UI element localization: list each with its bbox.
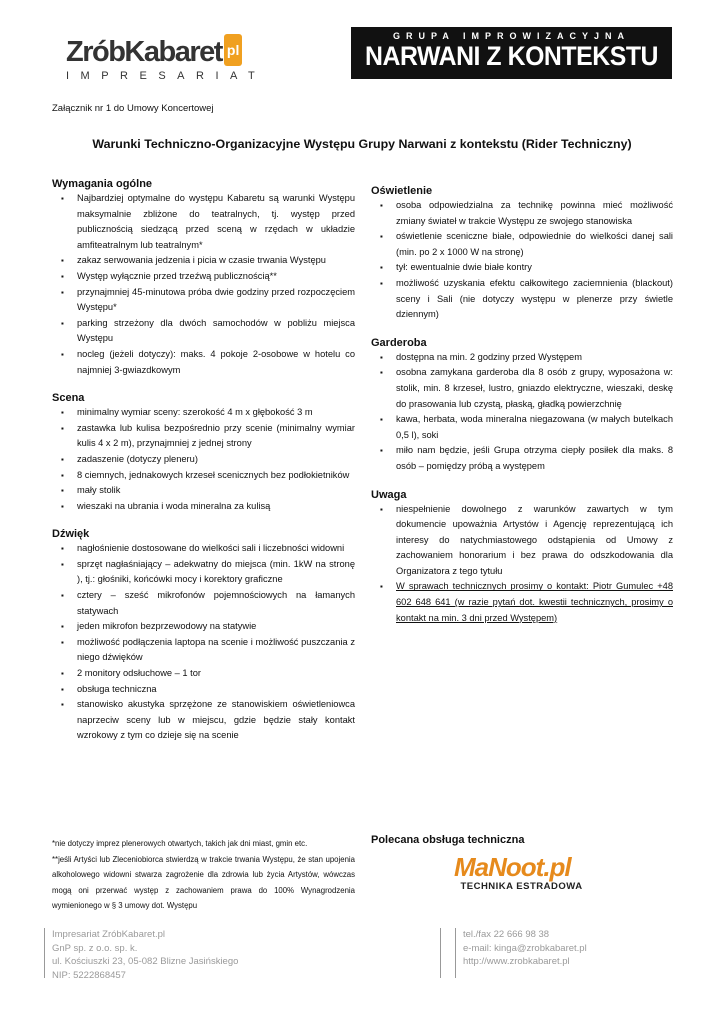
list-item: ▪ jeden mikrofon bezprzewodowy na statywie xyxy=(77,619,355,635)
annex-label: Załącznik nr 1 do Umowy Koncertowej xyxy=(52,103,214,114)
right-column xyxy=(371,184,673,639)
manoot-logo-word: MaNoot.pl xyxy=(454,852,571,882)
list-item: ▪ dostępna na min. 2 godziny przed Występem xyxy=(396,350,673,366)
list-item: ▪ 8 ciemnych, jednakowych krzeseł scenicznych bez podłokietników xyxy=(77,468,355,484)
list-item: ▪ stanowisko akustyka sprzężone ze stanowiskiem oświetleniowca naprzeciw sceny lub w miejscu, gdzie będzie stały kontakt wzrokowy z tym co dzieje się na scenie xyxy=(77,697,355,744)
list-item: ▪ zakaz serwowania jedzenia i picia w czasie trwania Występu xyxy=(77,253,355,269)
narwani-logo-main: NARWANI Z KONTEKSTU xyxy=(364,41,659,71)
footer-line: ul. Kościuszki 23, 05-082 Blizne Jasińskiego xyxy=(52,956,239,967)
list-item: ▪ osoba odpowiedzialna za technikę powinna mieć możliwość zmiany świateł w trakcie Występu ze swojego stanowiska xyxy=(396,198,673,229)
section-general xyxy=(52,177,355,378)
section-heading: Uwaga xyxy=(371,488,407,501)
list-item: ▪ Najbardziej optymalne do występu Kabaretu są warunki Występu maksymalnie zbliżone do teatralnych, tj. występ przed publicznością siedzącą przed sceną w rzędach w układzie amfiteatralnym lub teatralnym* xyxy=(77,191,355,253)
list-item: ▪ Występ wyłącznie przed trzeźwą publicznością** xyxy=(77,269,355,285)
section-wardrobe xyxy=(371,336,673,475)
section-note xyxy=(371,488,673,627)
footer-divider xyxy=(44,928,45,978)
bullet-list xyxy=(371,502,673,627)
manoot-logo xyxy=(454,853,589,897)
section-heading: Oświetlenie xyxy=(371,185,433,197)
footnote: *nie dotyczy imprez plenerowych otwartych, takich jak dni miast, gmin etc. xyxy=(52,839,308,848)
section-heading: Dźwięk xyxy=(52,528,90,541)
list-item: ▪ miło nam będzie, jeśli Grupa otrzyma ciepły posiłek dla maks. 8 osób – pomiędzy próbą a występem xyxy=(396,443,673,474)
footnotes xyxy=(52,836,355,914)
footer-email[interactable]: e-mail: kinga@zrobkabaret.pl xyxy=(463,942,587,954)
list-item: ▪ kawa, herbata, woda mineralna niegazowana (w małych butelkach 0,5 l), soki xyxy=(396,412,673,443)
list-item: ▪ 2 monitory odsłuchowe – 1 tor xyxy=(77,666,355,682)
recommended-heading: Polecana obsługa techniczna xyxy=(371,834,525,846)
section-heading: Garderoba xyxy=(371,336,427,349)
list-item: ▪ zastawka lub kulisa bezpośrednio przy scenie (minimalny wymiar kulis 4 x 2 m), przynajmniej z jednej strony xyxy=(77,421,355,452)
footer-phone: tel./fax 22 666 98 38 xyxy=(463,929,550,940)
bullet-list xyxy=(371,350,673,475)
list-item: ▪ możliwość uzyskania efektu całkowitego zaciemnienia (blackout) sceny i Sali (nie dotyczy występu w plenerze przy świetle dziennym) xyxy=(396,276,673,323)
section-stage xyxy=(52,391,355,514)
list-item: ▪ zadaszenie (dotyczy pleneru) xyxy=(77,452,355,468)
list-item: ▪ obsługa techniczna xyxy=(77,682,355,698)
bullet-list xyxy=(371,198,673,323)
footer-line: GnP sp. z o.o. sp. k. xyxy=(52,942,138,954)
list-item: ▪ nagłośnienie dostosowane do wielkości sali i liczebności widowni xyxy=(77,541,355,557)
footer-company-info xyxy=(52,928,238,982)
list-item: ▪ przynajmniej 45-minutowa próba dwie godziny przed rozpoczęciem Występu* xyxy=(77,285,355,316)
list-item: ▪ tył: ewentualnie dwie białe kontry xyxy=(396,260,673,276)
list-item: ▪ osobna zamykana garderoba dla 8 osób z grupy, wyposażona w: stolik, min. 8 krzeseł, lustro, gniazdo elektryczne, wieszaki, deskę do prasowania lub czystą, płaską, gładką powierzchnię xyxy=(396,365,673,412)
footer-contact-info xyxy=(463,928,587,969)
footer-line: NIP: 5222868457 xyxy=(52,969,126,981)
narwani-logo xyxy=(351,27,672,79)
footnote: **jeśli Artyści lub Zleceniobiorca stwierdzą w trakcie trwania Występu, że stan upojenia alkoholowego widowni stwarza zagrożenie dla zdrowia lub życia Artystów, wówczas mogą oni przerwać występ z zachowaniem prawa do 100% Wynagrodzenia wymienionego w § 3 umowy dot. Występu xyxy=(52,854,355,910)
footer-divider xyxy=(440,928,441,978)
footer-website[interactable]: http://www.zrobkabaret.pl xyxy=(463,956,570,967)
footer-divider xyxy=(455,928,456,978)
zrobkabaret-logo xyxy=(66,34,267,84)
logo-pl-badge: pl xyxy=(224,34,242,66)
list-item: ▪ parking strzeżony dla dwóch samochodów w pobliżu miejsca Występu xyxy=(77,316,355,347)
footer-line: Impresariat ZróbKabaret.pl xyxy=(52,929,165,940)
logo-brand-text: ZróbKabaret xyxy=(66,36,222,68)
narwani-logo-top: GRUPA IMPROWIZACYJNA xyxy=(393,31,630,41)
list-item: ▪ oświetlenie sceniczne białe, odpowiednie do wielkości danej sali (min. po 2 x 1000 W na stronę) xyxy=(396,229,673,260)
bullet-list xyxy=(52,541,355,744)
list-item: ▪ minimalny wymiar sceny: szerokość 4 m x głębokość 3 m xyxy=(77,405,355,421)
section-lighting xyxy=(371,184,673,323)
list-item: ▪ nocleg (jeżeli dotyczy): maks. 4 pokoje 2-osobowe w hotelu co najmniej 3-gwiazdkowym xyxy=(77,347,355,378)
bullet-list xyxy=(52,405,355,514)
list-item: ▪ wieszaki na ubrania i woda mineralna za kulisą xyxy=(77,499,355,515)
section-heading: Scena xyxy=(52,392,85,405)
contact-item: ▪ W sprawach technicznych prosimy o kontakt: Piotr Gumulec +48 602 648 641 (w razie pytań dot. kwestii technicznych, prosimy o kontakt na min. 3 dni przed Występem) xyxy=(396,579,673,626)
document-title: Warunki Techniczno-Organizacyjne Występu Grupy Narwani z kontekstu (Rider Techniczny) xyxy=(92,137,632,151)
list-item: ▪ mały stolik xyxy=(77,483,355,499)
section-sound xyxy=(52,527,355,744)
left-column xyxy=(52,177,355,757)
bullet-list xyxy=(52,191,355,378)
manoot-logo-tag: TECHNIKA ESTRADOWA xyxy=(460,881,583,892)
section-heading: Wymagania ogólne xyxy=(52,178,153,190)
logo-subtitle: IMPRESARIAT xyxy=(66,70,267,82)
list-item: ▪ możliwość podłączenia laptopa na scenie i możliwość puszczania z niego dźwięków xyxy=(77,635,355,666)
list-item: ▪ niespełnienie dowolnego z warunków zawartych w tym dokumencie upoważnia Artystów i Agencję reprezentującą ich interesy do natychmiastowego odstąpienia od Umowy z zachowaniem honorarium i bez prawa do odszkodowania dla Organizatora z tego tytułu xyxy=(396,502,673,580)
list-item: ▪ sprzęt nagłaśniający – adekwatny do miejsca (min. 1kW na stronę ), tj.: głośniki, końcówki mocy i korektory graficzne xyxy=(77,557,355,588)
list-item: ▪ cztery – sześć mikrofonów pojemnościowych na łamanych statywach xyxy=(77,588,355,619)
